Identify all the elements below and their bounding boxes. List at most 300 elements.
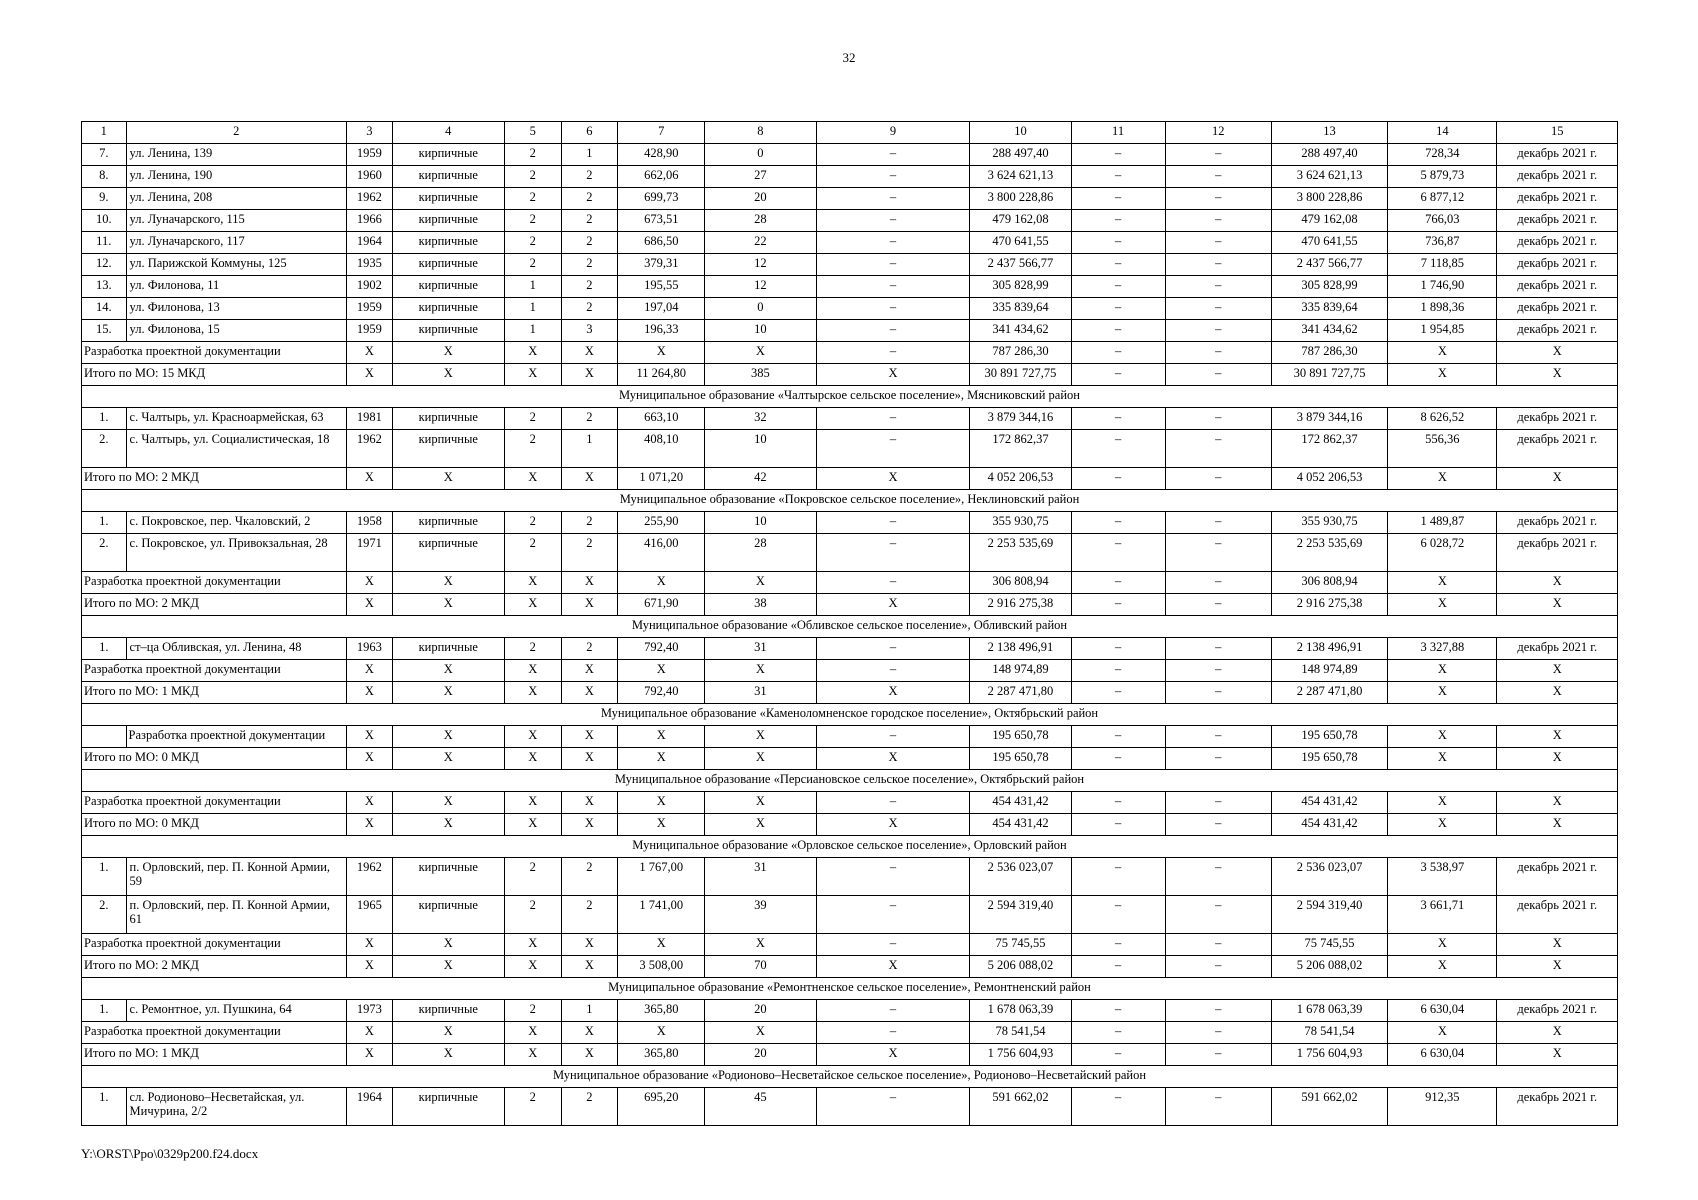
table-cell: – <box>816 660 970 682</box>
table-cell: X <box>618 1022 705 1044</box>
table-cell: – <box>1071 1022 1165 1044</box>
table-cell: – <box>1165 254 1271 276</box>
table-cell: – <box>816 858 970 896</box>
table-cell: X <box>1497 660 1618 682</box>
table-cell: X <box>816 468 970 490</box>
table-cell: – <box>1071 276 1165 298</box>
table-cell: – <box>1165 792 1271 814</box>
table-cell: – <box>816 144 970 166</box>
table-cell: X <box>347 792 393 814</box>
table-cell: 2 <box>504 232 561 254</box>
table-cell: – <box>816 726 970 748</box>
table-cell: X <box>504 748 561 770</box>
table-cell: 385 <box>705 364 816 386</box>
table-cell: 2 <box>561 896 618 934</box>
table-cell: – <box>1165 534 1271 572</box>
table-cell: X <box>816 1044 970 1066</box>
table-cell: – <box>1071 858 1165 896</box>
table-cell: 787 286,30 <box>970 342 1071 364</box>
address-cell: с. Ремонтное, ул. Пушкина, 64 <box>126 1000 347 1022</box>
table-cell: X <box>1497 1044 1618 1066</box>
table-cell: X <box>1497 726 1618 748</box>
table-cell: 2 <box>504 188 561 210</box>
table-cell: – <box>1165 660 1271 682</box>
table-cell: 5 206 088,02 <box>970 956 1071 978</box>
table-cell: – <box>816 188 970 210</box>
column-number-cell: 11 <box>1071 122 1165 144</box>
table-cell: кирпичные <box>392 210 504 232</box>
table-cell: X <box>347 956 393 978</box>
table-cell: 470 641,55 <box>1271 232 1387 254</box>
table-cell: X <box>347 814 393 836</box>
table-cell: 3 327,88 <box>1388 638 1497 660</box>
table-cell: – <box>816 1088 970 1126</box>
table-cell: – <box>816 342 970 364</box>
table-cell: декабрь 2021 г. <box>1497 276 1618 298</box>
table-cell: – <box>1071 594 1165 616</box>
summary-row <box>82 1044 1618 1066</box>
table-cell: кирпичные <box>392 408 504 430</box>
table-cell: 45 <box>705 1088 816 1126</box>
summary-row <box>82 814 1618 836</box>
table-cell: 1 746,90 <box>1388 276 1497 298</box>
summary-row <box>82 748 1618 770</box>
table-cell: декабрь 2021 г. <box>1497 298 1618 320</box>
table-cell: 12. <box>82 254 127 276</box>
table-cell: 2 253 535,69 <box>1271 534 1387 572</box>
table-cell: 1 678 063,39 <box>1271 1000 1387 1022</box>
table-cell: 1 678 063,39 <box>970 1000 1071 1022</box>
table-cell: 686,50 <box>618 232 705 254</box>
building-row <box>82 1000 1618 1022</box>
table-cell: 4 052 206,53 <box>970 468 1071 490</box>
table-cell: 10 <box>705 430 816 468</box>
table-cell: 335 839,64 <box>1271 298 1387 320</box>
summary-row <box>82 726 1618 748</box>
table-cell: – <box>1071 638 1165 660</box>
table-cell: 28 <box>705 210 816 232</box>
table-cell: 1971 <box>347 534 393 572</box>
table-cell: 673,51 <box>618 210 705 232</box>
table-cell: 2 <box>504 210 561 232</box>
table-cell: – <box>1071 660 1165 682</box>
table-cell: 7. <box>82 144 127 166</box>
municipality-section-row <box>82 386 1618 408</box>
table-cell: 6 630,04 <box>1388 1044 1497 1066</box>
table-cell: X <box>504 1022 561 1044</box>
table-cell: X <box>347 1044 393 1066</box>
table-cell: 3 800 228,86 <box>1271 188 1387 210</box>
summary-row <box>82 792 1618 814</box>
table-cell: – <box>1071 430 1165 468</box>
column-number-row <box>82 122 1618 144</box>
table-cell: 365,80 <box>618 1044 705 1066</box>
building-row <box>82 298 1618 320</box>
table-cell: 2 <box>504 408 561 430</box>
table-cell: 1964 <box>347 1088 393 1126</box>
table-cell: X <box>1497 594 1618 616</box>
table-cell: 1 741,00 <box>618 896 705 934</box>
table-cell: – <box>1071 1044 1165 1066</box>
table-cell: 591 662,02 <box>1271 1088 1387 1126</box>
table-cell: декабрь 2021 г. <box>1497 430 1618 468</box>
table-cell: 479 162,08 <box>1271 210 1387 232</box>
table-cell: – <box>1165 512 1271 534</box>
table-cell: 766,03 <box>1388 210 1497 232</box>
table-cell: 2. <box>82 534 127 572</box>
table-cell: X <box>392 682 504 704</box>
table-cell: 75 745,55 <box>970 934 1071 956</box>
table-cell: – <box>1165 144 1271 166</box>
table-cell: 148 974,89 <box>1271 660 1387 682</box>
table-cell: – <box>1165 1000 1271 1022</box>
table-cell: 9. <box>82 188 127 210</box>
address-cell: п. Орловский, пер. П. Конной Армии, 59 <box>126 858 347 896</box>
table-cell: X <box>392 468 504 490</box>
table-cell: 78 541,54 <box>970 1022 1071 1044</box>
table-cell: кирпичные <box>392 858 504 896</box>
table-cell: 428,90 <box>618 144 705 166</box>
table-cell: 3 661,71 <box>1388 896 1497 934</box>
table-cell: 1. <box>82 638 127 660</box>
table-cell: 2 <box>561 210 618 232</box>
table-cell: – <box>1165 934 1271 956</box>
table-cell: X <box>1497 572 1618 594</box>
table-cell: 13. <box>82 276 127 298</box>
municipality-section-row <box>82 1066 1618 1088</box>
building-row <box>82 166 1618 188</box>
column-number-cell: 5 <box>504 122 561 144</box>
table-cell: 792,40 <box>618 638 705 660</box>
table-cell: 1981 <box>347 408 393 430</box>
table-cell: X <box>1497 364 1618 386</box>
table-cell: 3 624 621,13 <box>970 166 1071 188</box>
table-cell: 1964 <box>347 232 393 254</box>
table-cell: 306 808,94 <box>970 572 1071 594</box>
table-cell: X <box>705 572 816 594</box>
table-cell: – <box>1071 210 1165 232</box>
table-cell: X <box>816 682 970 704</box>
summary-label: Разработка проектной документации <box>82 792 347 814</box>
address-cell: п. Орловский, пер. П. Конной Армии, 61 <box>126 896 347 934</box>
table-cell: 1965 <box>347 896 393 934</box>
table-cell: X <box>504 594 561 616</box>
table-cell: 1. <box>82 858 127 896</box>
table-cell: 7 118,85 <box>1388 254 1497 276</box>
table-cell: X <box>392 1022 504 1044</box>
summary-label: Разработка проектной документации <box>82 572 347 594</box>
table-cell: X <box>392 726 504 748</box>
table-cell: X <box>561 1022 618 1044</box>
table-cell: 2 <box>561 232 618 254</box>
table-cell: 2 253 535,69 <box>970 534 1071 572</box>
table-cell: – <box>816 276 970 298</box>
table-cell: 30 891 727,75 <box>970 364 1071 386</box>
table-cell: – <box>1071 364 1165 386</box>
table-cell: – <box>816 210 970 232</box>
table-cell: X <box>561 572 618 594</box>
table-cell: – <box>1165 468 1271 490</box>
table-cell: 479 162,08 <box>970 210 1071 232</box>
municipality-section-row <box>82 836 1618 858</box>
table-cell: X <box>347 342 393 364</box>
table-cell: – <box>1165 638 1271 660</box>
table-cell: 2 536 023,07 <box>1271 858 1387 896</box>
empty-cell <box>82 726 127 748</box>
table-cell: X <box>816 956 970 978</box>
table-cell: кирпичные <box>392 254 504 276</box>
table-cell: – <box>1071 1088 1165 1126</box>
building-row <box>82 858 1618 896</box>
table-cell: кирпичные <box>392 1000 504 1022</box>
table-cell: декабрь 2021 г. <box>1497 1000 1618 1022</box>
table-cell: X <box>705 748 816 770</box>
summary-label: Итого по МО: 1 МКД <box>82 1044 347 1066</box>
table-cell: 20 <box>705 1000 816 1022</box>
table-cell: X <box>705 726 816 748</box>
table-cell: кирпичные <box>392 896 504 934</box>
table-cell: – <box>1071 748 1165 770</box>
building-row <box>82 638 1618 660</box>
table-cell: 2 <box>561 534 618 572</box>
table-cell: 172 862,37 <box>970 430 1071 468</box>
table-cell: 306 808,94 <box>1271 572 1387 594</box>
table-cell: X <box>504 792 561 814</box>
municipality-heading: Муниципальное образование «Орловское сельское поселение», Орловский район <box>82 836 1618 858</box>
table-cell: X <box>347 1022 393 1044</box>
table-cell: декабрь 2021 г. <box>1497 232 1618 254</box>
summary-label: Итого по МО: 1 МКД <box>82 682 347 704</box>
table-cell: X <box>1388 1022 1497 1044</box>
table-cell: 1963 <box>347 638 393 660</box>
table-cell: декабрь 2021 г. <box>1497 638 1618 660</box>
table-cell: X <box>1388 342 1497 364</box>
column-number-cell: 8 <box>705 122 816 144</box>
table-cell: 2 <box>504 254 561 276</box>
summary-row <box>82 594 1618 616</box>
table-cell: 663,10 <box>618 408 705 430</box>
table-cell: 31 <box>705 638 816 660</box>
table-cell: 416,00 <box>618 534 705 572</box>
column-number-cell: 12 <box>1165 122 1271 144</box>
table-cell: 14. <box>82 298 127 320</box>
table-cell: 288 497,40 <box>1271 144 1387 166</box>
table-cell: – <box>1071 166 1165 188</box>
table-cell: – <box>1165 188 1271 210</box>
building-row <box>82 1088 1618 1126</box>
table-cell: X <box>561 468 618 490</box>
table-cell: X <box>816 364 970 386</box>
table-cell: 2 <box>504 1088 561 1126</box>
building-row <box>82 232 1618 254</box>
table-cell: 10. <box>82 210 127 232</box>
table-cell: X <box>392 814 504 836</box>
table-cell: 70 <box>705 956 816 978</box>
column-number-cell: 9 <box>816 122 970 144</box>
table-cell: 2 <box>561 188 618 210</box>
table-cell: 1959 <box>347 144 393 166</box>
table-cell: – <box>1165 342 1271 364</box>
table-cell: X <box>561 748 618 770</box>
table-cell: 454 431,42 <box>970 792 1071 814</box>
table-cell: – <box>1071 320 1165 342</box>
table-cell: 699,73 <box>618 188 705 210</box>
table-cell: X <box>1497 956 1618 978</box>
table-cell: 355 930,75 <box>970 512 1071 534</box>
table-cell: – <box>1165 166 1271 188</box>
building-row <box>82 254 1618 276</box>
municipality-heading: Муниципальное образование «Обливское сельское поселение», Обливский район <box>82 616 1618 638</box>
table-cell: – <box>816 166 970 188</box>
table-cell: 3 624 621,13 <box>1271 166 1387 188</box>
table-cell: 5 879,73 <box>1388 166 1497 188</box>
table-cell: 28 <box>705 534 816 572</box>
summary-label: Итого по МО: 2 МКД <box>82 468 347 490</box>
table-cell: – <box>816 638 970 660</box>
table-cell: 2 <box>504 430 561 468</box>
table-cell: 1902 <box>347 276 393 298</box>
table-cell: 454 431,42 <box>1271 792 1387 814</box>
table-cell: X <box>1388 748 1497 770</box>
table-cell: 2 <box>561 638 618 660</box>
table-cell: 1962 <box>347 430 393 468</box>
summary-label: Разработка проектной документации <box>82 342 347 364</box>
table-cell: – <box>1071 232 1165 254</box>
table-cell: кирпичные <box>392 144 504 166</box>
summary-label: Итого по МО: 0 МКД <box>82 814 347 836</box>
column-number-cell: 1 <box>82 122 127 144</box>
table-cell: 2 594 319,40 <box>970 896 1071 934</box>
table-cell: X <box>347 572 393 594</box>
table-cell: 2. <box>82 896 127 934</box>
table-cell: – <box>1165 726 1271 748</box>
table-cell: 1. <box>82 1000 127 1022</box>
table-cell: X <box>1388 682 1497 704</box>
table-cell: X <box>618 572 705 594</box>
table-cell: X <box>392 572 504 594</box>
table-cell: кирпичные <box>392 534 504 572</box>
table-cell: 196,33 <box>618 320 705 342</box>
table-cell: 2 <box>561 858 618 896</box>
table-cell: 1 <box>561 144 618 166</box>
table-cell: X <box>1497 934 1618 956</box>
table-cell: – <box>1071 512 1165 534</box>
table-cell: X <box>618 814 705 836</box>
table-cell: 1962 <box>347 188 393 210</box>
table-cell: 4 052 206,53 <box>1271 468 1387 490</box>
column-number-cell: 2 <box>126 122 347 144</box>
table-cell: – <box>1165 814 1271 836</box>
building-row <box>82 188 1618 210</box>
table-cell: кирпичные <box>392 188 504 210</box>
table-cell: 197,04 <box>618 298 705 320</box>
table-cell: кирпичные <box>392 430 504 468</box>
table-cell: 1973 <box>347 1000 393 1022</box>
municipality-heading: Муниципальное образование «Персиановское сельское поселение», Октябрьский район <box>82 770 1618 792</box>
table-cell: 470 641,55 <box>970 232 1071 254</box>
table-cell: 6 028,72 <box>1388 534 1497 572</box>
table-cell: – <box>816 408 970 430</box>
table-cell: – <box>1071 534 1165 572</box>
table-cell: 454 431,42 <box>970 814 1071 836</box>
table-cell: 2 <box>504 896 561 934</box>
table-cell: – <box>816 1000 970 1022</box>
summary-label: Итого по МО: 0 МКД <box>82 748 347 770</box>
address-cell: с. Чалтырь, ул. Красноармейская, 63 <box>126 408 347 430</box>
table-cell: 0 <box>705 144 816 166</box>
table-cell: 1959 <box>347 320 393 342</box>
table-cell: – <box>1165 956 1271 978</box>
table-cell: декабрь 2021 г. <box>1497 534 1618 572</box>
table-cell: 6 630,04 <box>1388 1000 1497 1022</box>
summary-label: Итого по МО: 2 МКД <box>82 594 347 616</box>
address-cell: ул. Филонова, 11 <box>126 276 347 298</box>
table-cell: X <box>392 956 504 978</box>
building-row <box>82 320 1618 342</box>
address-cell: сл. Родионово–Несветайская, ул. Мичурина, 2/2 <box>126 1088 347 1126</box>
table-cell: 2 <box>561 408 618 430</box>
table-cell: – <box>1165 1022 1271 1044</box>
table-cell: кирпичные <box>392 320 504 342</box>
column-number-cell: 14 <box>1388 122 1497 144</box>
table-cell: – <box>1071 792 1165 814</box>
table-cell: 2 916 275,38 <box>970 594 1071 616</box>
table-cell: X <box>705 934 816 956</box>
table-cell: декабрь 2021 г. <box>1497 144 1618 166</box>
building-row <box>82 896 1618 934</box>
address-cell: с. Покровское, ул. Привокзальная, 28 <box>126 534 347 572</box>
table-cell: X <box>504 726 561 748</box>
table-cell: 787 286,30 <box>1271 342 1387 364</box>
table-cell: 355 930,75 <box>1271 512 1387 534</box>
table-cell: 75 745,55 <box>1271 934 1387 956</box>
table-cell: X <box>705 342 816 364</box>
table-cell: 2 437 566,77 <box>1271 254 1387 276</box>
table-cell: 2 <box>561 512 618 534</box>
table-cell: кирпичные <box>392 298 504 320</box>
table-cell: X <box>561 814 618 836</box>
table-cell: декабрь 2021 г. <box>1497 254 1618 276</box>
table-cell: 912,35 <box>1388 1088 1497 1126</box>
table-cell: 15. <box>82 320 127 342</box>
table-cell: – <box>816 934 970 956</box>
table-cell: декабрь 2021 г. <box>1497 320 1618 342</box>
table-cell: декабрь 2021 г. <box>1497 512 1618 534</box>
address-cell: ст–ца Обливская, ул. Ленина, 48 <box>126 638 347 660</box>
municipality-heading: Муниципальное образование «Родионово–Несветайское сельское поселение», Родионово–Несветайский район <box>82 1066 1618 1088</box>
table-cell: 8 626,52 <box>1388 408 1497 430</box>
building-row <box>82 512 1618 534</box>
table-cell: – <box>816 512 970 534</box>
table-cell: 10 <box>705 512 816 534</box>
table-cell: X <box>816 814 970 836</box>
table-cell: – <box>1071 682 1165 704</box>
table-cell: 0 <box>705 298 816 320</box>
table-cell: – <box>816 298 970 320</box>
address-cell: ул. Парижской Коммуны, 125 <box>126 254 347 276</box>
address-cell: ул. Ленина, 190 <box>126 166 347 188</box>
table-cell: X <box>392 792 504 814</box>
table-cell: 195 650,78 <box>970 748 1071 770</box>
table-cell: 1 954,85 <box>1388 320 1497 342</box>
table-cell: X <box>1388 792 1497 814</box>
table-cell: 38 <box>705 594 816 616</box>
table-cell: 1 071,20 <box>618 468 705 490</box>
table-cell: 1 <box>504 298 561 320</box>
table-cell: X <box>1388 934 1497 956</box>
table-cell: – <box>1165 430 1271 468</box>
table-cell: кирпичные <box>392 276 504 298</box>
